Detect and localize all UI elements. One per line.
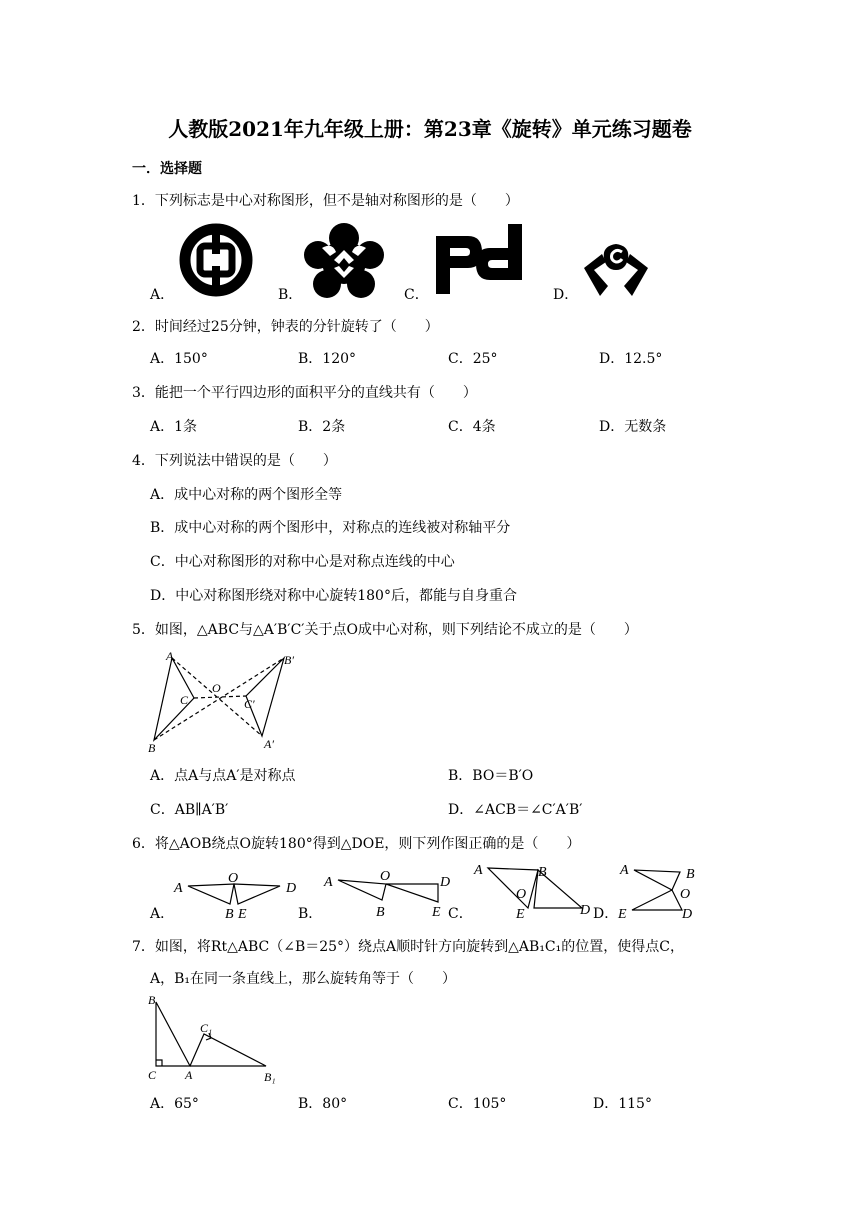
question-2-stem: 2．时间经过25分钟，钟表的分针旋转了（ ）: [132, 319, 439, 335]
q7-option-c[interactable]: C．105°: [448, 1096, 507, 1112]
q6-figure-d: [612, 858, 712, 922]
q6c-label-d: D: [580, 903, 591, 918]
q7-label-c1: C₁: [200, 1021, 213, 1035]
q6b-label-b: B: [376, 905, 385, 920]
q5-label-b: B: [148, 741, 156, 755]
q6-figure-b: [320, 864, 460, 920]
q4-option-b[interactable]: B．成中心对称的两个图形中，对称点的连线被对称轴平分: [150, 520, 511, 536]
q5-label-b-prime: B′: [284, 653, 294, 667]
q6c-label-e: E: [516, 907, 525, 922]
question-1-stem: 1．下列标志是中心对称图形，但不是轴对称图形的是（ ）: [132, 193, 519, 209]
q7-label-b: B: [148, 993, 156, 1007]
q7-option-a[interactable]: A．65°: [150, 1096, 199, 1112]
page-title: 人教版2021年九年级上册：第23章《旋转》单元练习题卷: [168, 117, 692, 141]
question-5-stem: 5．如图，△ABC与△A′B′C′关于点O成中心对称，则下列结论不成立的是（ ）: [132, 622, 638, 638]
q6a-label-o: O: [228, 871, 239, 886]
section-heading: 一．选择题: [132, 161, 202, 177]
q5-label-c-prime: C′: [244, 697, 255, 711]
q5-option-d[interactable]: D．∠ACB＝∠C′A′B′: [448, 802, 583, 818]
q6a-label-d: D: [286, 881, 297, 896]
q6-figure-a: [172, 866, 302, 920]
q6-option-d[interactable]: D．: [593, 906, 619, 922]
flower-logo-icon: [304, 222, 384, 298]
q6-option-c[interactable]: C．: [448, 906, 473, 922]
question-7-stem-line-2: A，B₁在同一条直线上，那么旋转角等于（ ）: [150, 971, 457, 987]
q2-option-c[interactable]: C．25°: [448, 351, 498, 367]
q5-option-b[interactable]: B．BO＝B′O: [448, 768, 534, 784]
q6c-label-a: A: [474, 863, 483, 878]
q6a-label-e: E: [238, 907, 247, 922]
q6a-label-b: B: [225, 907, 234, 922]
q5-option-c[interactable]: C．AB∥A′B′: [150, 802, 229, 818]
question-6-stem: 6．将△AOB绕点O旋转180°得到△DOE，则下列作图正确的是（ ）: [132, 836, 581, 852]
q1-option-a[interactable]: A．: [150, 287, 175, 303]
q5-label-a: A: [166, 649, 174, 663]
q1-option-b[interactable]: B．: [278, 287, 303, 303]
question-4-stem: 4．下列说法中错误的是（ ）: [132, 453, 337, 469]
q6a-label-a: A: [174, 881, 183, 896]
q5-label-c: C: [180, 693, 189, 707]
q3-option-b[interactable]: B．2条: [298, 419, 346, 435]
q7-option-d[interactable]: D．115°: [593, 1096, 652, 1112]
q5-option-a[interactable]: A．点A与点A′是对称点: [150, 768, 296, 784]
q7-label-a: A: [185, 1068, 193, 1082]
q6c-label-o: O: [516, 887, 527, 902]
q2-option-a[interactable]: A．150°: [150, 351, 208, 367]
q6b-label-o: O: [380, 869, 391, 884]
rural-credit-logo-icon: [582, 240, 650, 296]
q2-option-d[interactable]: D．12.5°: [599, 351, 663, 367]
question-3-stem: 3．能把一个平行四边形的面积平分的直线共有（ ）: [132, 385, 477, 401]
q5-label-o: O: [212, 681, 221, 695]
q1-option-d[interactable]: D．: [553, 287, 579, 303]
q6d-label-o: O: [680, 887, 691, 902]
q6b-label-a: A: [324, 875, 333, 890]
q5-label-a-prime: A′: [264, 737, 274, 751]
q4-option-c[interactable]: C．中心对称图形的对称中心是对称点连线的中心: [150, 554, 455, 570]
q6c-label-b: B: [538, 865, 547, 880]
q6b-label-e: E: [432, 905, 441, 920]
q6d-label-e: E: [618, 907, 627, 922]
q5-figure: [140, 648, 310, 756]
q4-option-d[interactable]: D．中心对称图形绕对称中心旋转180°后，都能与自身重合: [150, 588, 517, 604]
q6d-label-d: D: [682, 907, 693, 922]
q3-option-a[interactable]: A．1条: [150, 419, 198, 435]
q7-label-c: C: [148, 1068, 157, 1082]
q1-option-c[interactable]: C．: [404, 287, 429, 303]
q3-option-d[interactable]: D．无数条: [599, 419, 667, 435]
q6d-label-b: B: [686, 867, 695, 882]
question-7-stem-line-1: 7．如图，将Rt△ABC（∠B＝25°）绕点A顺时针方向旋转到△AB₁C₁的位置，使得点C，: [132, 939, 684, 955]
q6-option-a[interactable]: A．: [150, 906, 175, 922]
q6d-label-a: A: [620, 863, 629, 878]
q6-figure-c: [474, 858, 594, 922]
q6b-label-d: D: [440, 875, 451, 890]
q3-option-c[interactable]: C．4条: [448, 419, 496, 435]
q7-option-b[interactable]: B．80°: [298, 1096, 348, 1112]
bank-of-china-logo-icon: [178, 222, 254, 298]
pd-logo-icon: [434, 222, 524, 294]
q7-label-b1: B₁: [264, 1070, 276, 1084]
q7-figure: [144, 992, 284, 1084]
q4-option-a[interactable]: A．成中心对称的两个图形全等: [150, 487, 343, 503]
q2-option-b[interactable]: B．120°: [298, 351, 357, 367]
q6-option-b[interactable]: B．: [298, 906, 323, 922]
